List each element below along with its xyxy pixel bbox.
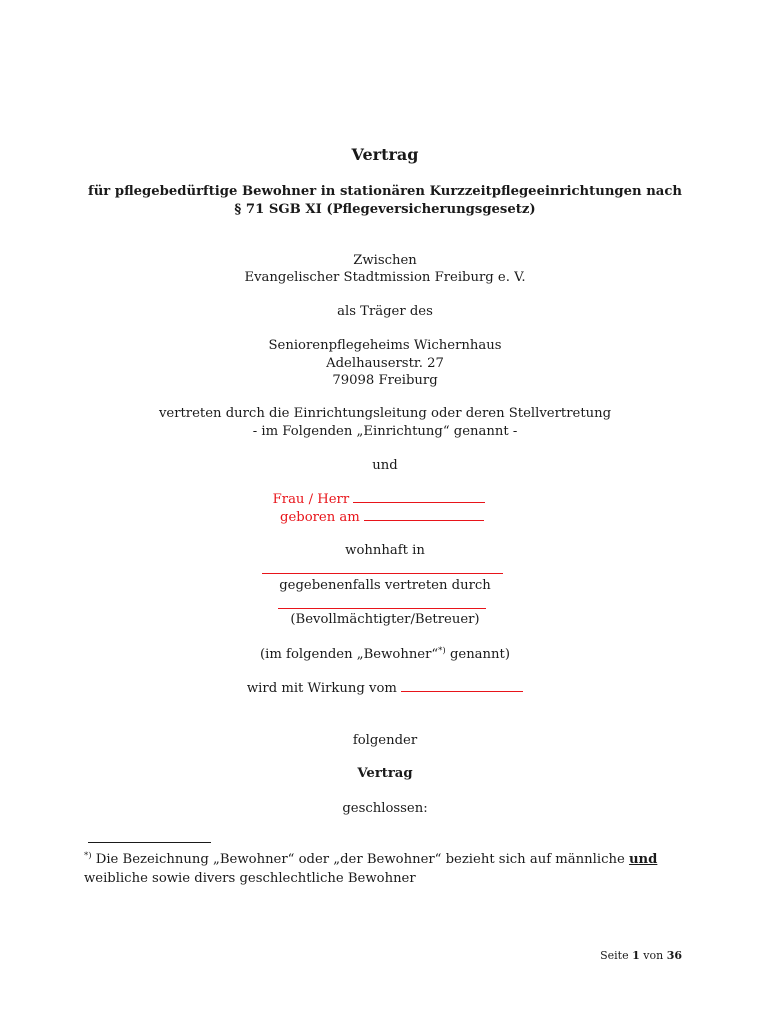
contract-heading: Vertrag <box>357 766 413 781</box>
page-of: von <box>643 949 664 962</box>
resident-designation-post: genannt) <box>445 647 510 662</box>
page-current: 1 <box>632 949 640 962</box>
resident-designation <box>0 646 770 664</box>
footnote-line-2: weibliche sowie divers geschlechtliche Bewohner <box>84 871 416 886</box>
footnote-emphasis: und <box>628 852 658 867</box>
resident-birth-field[interactable] <box>364 510 484 521</box>
footnote-text: Die Bezeichnung „Bewohner“ oder „der Bewohner“ bezieht sich auf männliche <box>91 852 629 867</box>
effective-date-line <box>0 680 770 698</box>
page-total: 36 <box>666 949 682 962</box>
resident-name-field[interactable] <box>353 492 485 503</box>
representation-text: vertreten durch die Einrichtungsleitung oder deren Stellvertretung <box>158 406 612 421</box>
document-title: Vertrag <box>351 145 419 164</box>
representative-field[interactable] <box>278 608 486 609</box>
resident-name-line <box>0 491 764 509</box>
facility-designation: - im Folgenden „Einrichtung“ genannt - <box>252 424 518 439</box>
subtitle-line-1: für pflegebedürftige Bewohner in stationären Kurzzeitpflegeeinrichtungen nach <box>88 184 682 199</box>
subtitle-line-2: § 71 SGB XI (Pflegeversicherungsgesetz) <box>234 202 536 217</box>
represented-by-label: gegebenenfalls vertreten durch <box>279 578 491 593</box>
page-label: Seite <box>600 949 629 962</box>
residence-field[interactable] <box>262 573 503 574</box>
footnote-reference: *) <box>438 646 446 656</box>
footnote-separator <box>88 842 211 843</box>
facility-city: 79098 Freiburg <box>332 373 438 388</box>
footnote-mark: *) <box>84 851 92 861</box>
footnote-line-1 <box>84 850 684 869</box>
facility-name: Seniorenpflegeheims Wichernhaus <box>268 338 502 353</box>
page-number <box>600 949 682 962</box>
between-label: Zwischen <box>353 253 417 268</box>
resident-designation-pre: (im folgenden „Bewohner“ <box>260 647 439 662</box>
organization-name: Evangelischer Stadtmission Freiburg e. V. <box>244 270 526 285</box>
carrier-label: als Träger des <box>337 304 433 319</box>
facility-street: Adelhauserstr. 27 <box>326 356 444 371</box>
representative-type: (Bevollmächtigter/Betreuer) <box>290 612 480 627</box>
resident-name-label: Frau / Herr <box>272 492 350 507</box>
resident-birth-line <box>0 509 767 527</box>
residence-label: wohnhaft in <box>345 543 425 558</box>
concluded-label: geschlossen: <box>342 801 428 816</box>
and-label: und <box>372 458 398 473</box>
following-label: folgender <box>352 733 418 748</box>
resident-birth-label: geboren am <box>280 510 360 525</box>
effective-date-field[interactable] <box>401 681 523 692</box>
effective-date-label: wird mit Wirkung vom <box>246 681 397 696</box>
